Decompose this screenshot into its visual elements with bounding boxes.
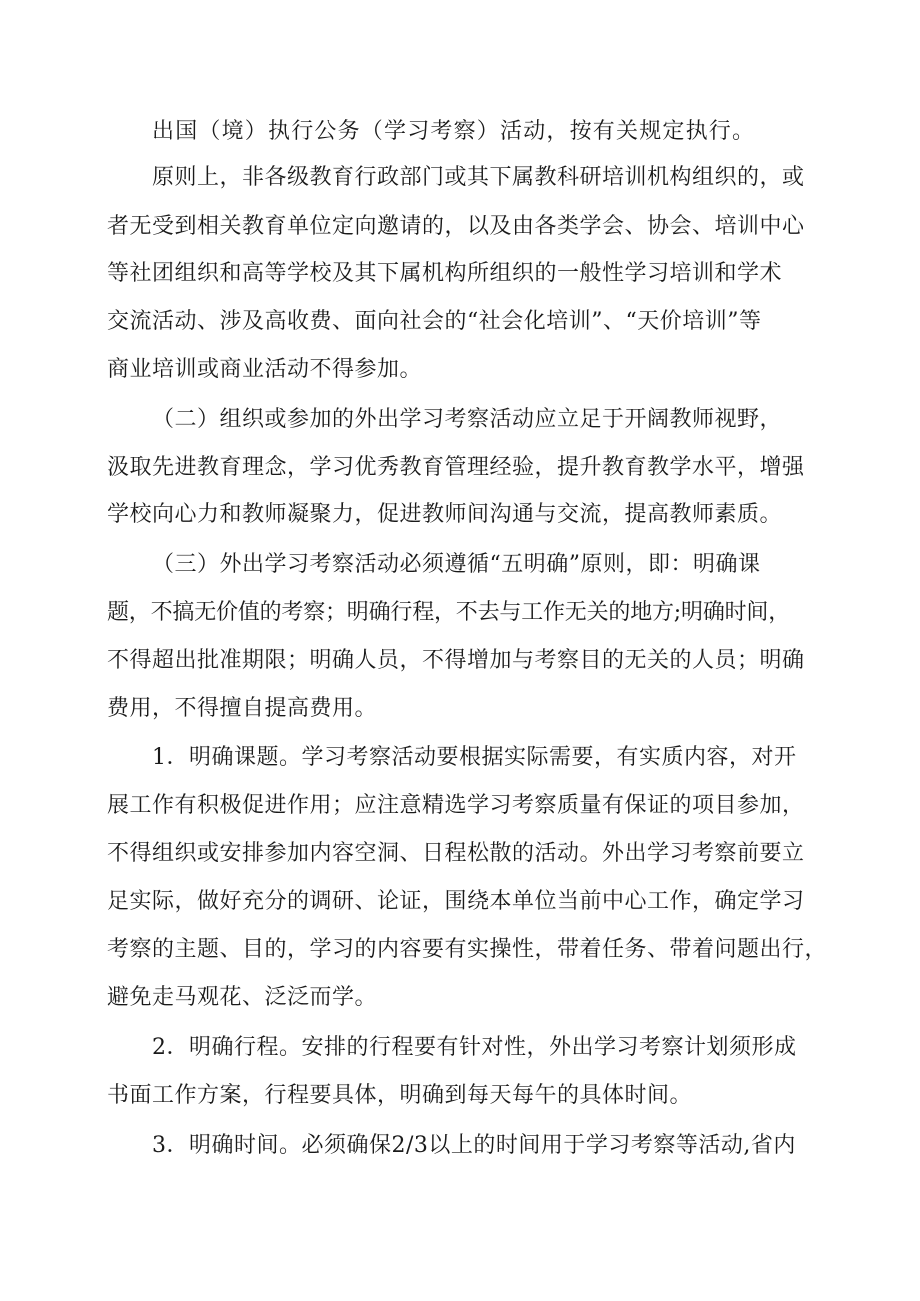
text-line: 不得超出批准期限；明确人员，不得增加与考察目的无关的人员；明确: [107, 648, 805, 673]
text-line: 商业培训或商业活动不得参加。: [107, 357, 423, 382]
text-line: （二）组织或参加的外出学习考察活动应立足于开阔教师视野，: [152, 407, 783, 432]
text-line: 2．明确行程。安排的行程要有针对性，外出学习考察计划须形成: [152, 1035, 797, 1060]
text-line: （三）外出学习考察活动必须遵循“五明确”原则，即：明确课: [152, 552, 761, 577]
text-line: 避免走马观花、泛泛而学。: [107, 985, 378, 1010]
text-line: 展工作有积极促进作用；应注意精选学习考察质量有保证的项目参加，: [107, 793, 805, 818]
text-line: 考察的主题、目的，学习的内容要有实操性，带着任务、带着问题出行，: [107, 937, 828, 962]
text-line: 交流活动、涉及高收费、面向社会的“社会化培训”、“天价培训”等: [107, 309, 762, 334]
text-line: 不得组织或安排参加内容空洞、日程松散的活动。外出学习考察前要立: [107, 841, 805, 866]
text-line: 费用，不得擅自提高费用。: [107, 696, 378, 721]
text-line: 题，不搞无价值的考察；明确行程，不去与工作无关的地方;明确时间，: [107, 600, 791, 625]
text-line: 足实际，做好充分的调研、论证，围绕本单位当前中心工作，确定学习: [107, 889, 805, 914]
text-line: 等社团组织和高等学校及其下属机构所组织的一般性学习培训和学术: [107, 261, 783, 286]
text-line: 书面工作方案，行程要具体，明确到每天每午的具体时间。: [107, 1083, 693, 1108]
text-line: 学校向心力和教师凝聚力，促进教师间沟通与交流，提高教师素质。: [107, 502, 783, 527]
text-line: 出国（境）执行公务（学习考察）活动，按有关规定执行。: [152, 119, 756, 144]
text-line: 原则上，非各级教育行政部门或其下属教科研培训机构组织的，或: [152, 165, 805, 190]
text-line: 汲取先进教育理念，学习优秀教育管理经验，提升教育教学水平，增强: [107, 455, 805, 480]
text-line: 者无受到相关教育单位定向邀请的，以及由各类学会、协会、培训中心: [107, 214, 805, 239]
text-line: 3．明确时间。必须确保2/3以上的时间用于学习考察等活动,省内: [152, 1133, 796, 1158]
text-line: 1．明确课题。学习考察活动要根据实际需要，有实质内容，对开: [152, 745, 797, 770]
